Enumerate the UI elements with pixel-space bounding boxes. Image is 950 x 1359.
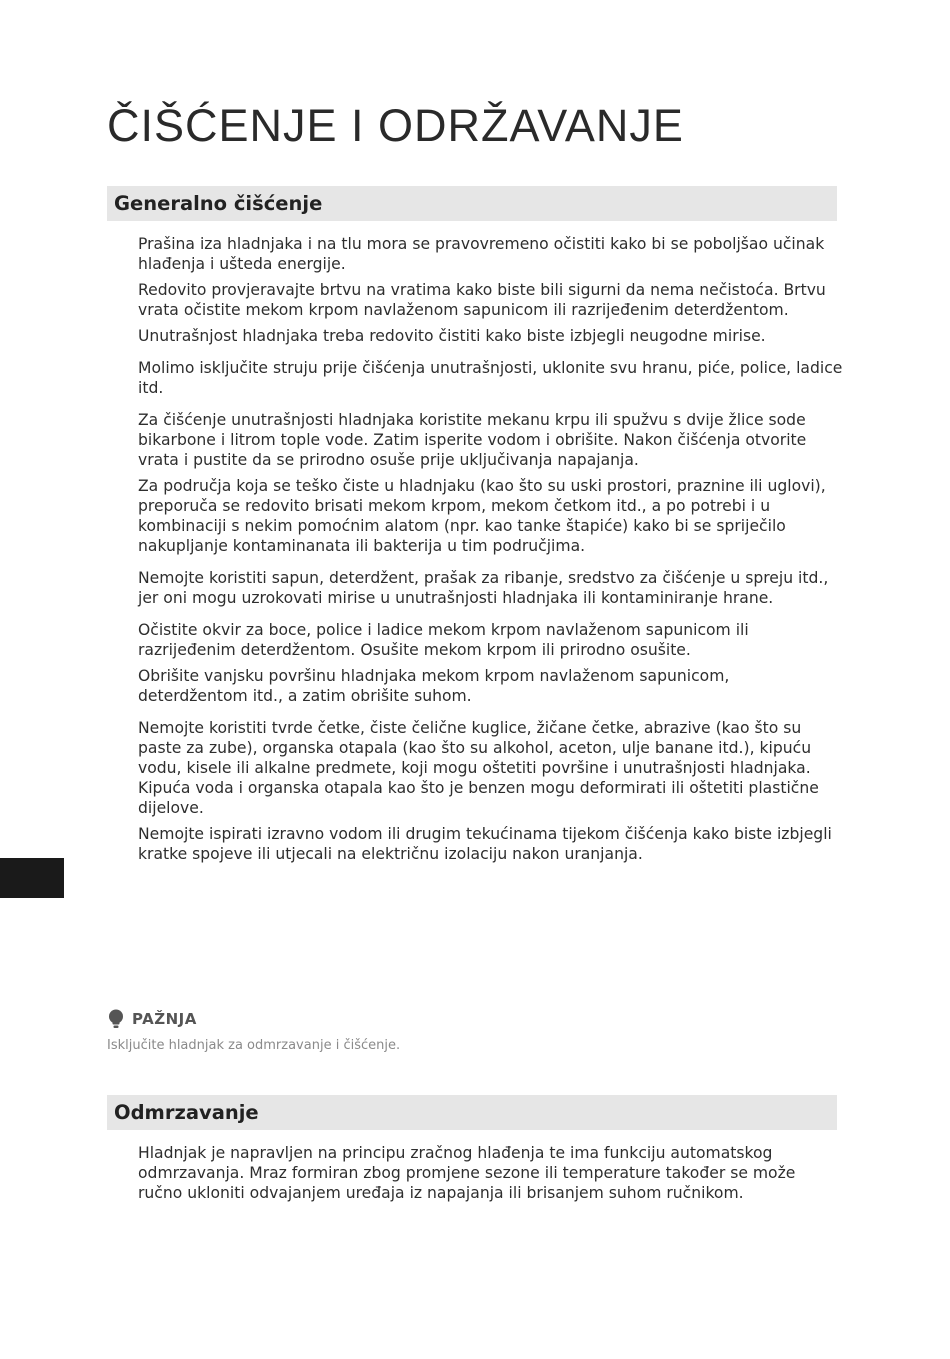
paragraph: Unutrašnjost hladnjaka treba redovito čistiti kako biste izbjegli neugodne mirise.: [138, 327, 766, 345]
paragraph: Nemojte koristiti tvrde četke, čiste čelične kuglice, žičane četke, abrazive (kao što su paste za zube), organska otapala (kao što su alkohol, aceton, ulje banane itd.), kipuću vodu, kisele ili alkalne predmete, koji mogu oštetiti površine i unutrašnjosti hladnjaka. Kipuća voda i organska otapala kao što je benzen mogu deformirati ili oštetiti plastične dijelove.: [138, 719, 819, 817]
paragraph: Za područja koja se teško čiste u hladnjaku (kao što su uski prostori, praznine ili uglovi), preporuča se redovito brisati mekom krpom, mekom četkom itd., a po potrebi i u kombinaciji s nekim pomoćnim alatom (npr. kao tanke štapiće) kako bi se spriječilo nakupljanje kontaminanata ili bakterija u tim područjima.: [138, 477, 826, 555]
paragraph: Redovito provjeravajte brtvu na vratima kako biste bili sigurni da nema nečistoća. Brtvu vrata očistite mekom krpom navlaženom sapunicom ili razrijeđenim deterdžentom.: [138, 281, 826, 319]
defrosting-body: [138, 1143, 843, 1203]
paragraph: Prašina iza hladnjaka i na tlu mora se pravovremeno očistiti kako bi se poboljšao učinak hlađenja i ušteda energije.: [138, 235, 825, 273]
general-cleaning-body: [138, 234, 843, 864]
section-heading-general-cleaning: Generalno čišćenje: [107, 186, 837, 221]
paragraph: Za čišćenje unutrašnjosti hladnjaka koristite mekanu krpu ili spužvu s dvije žlice sode bikarbone i litrom tople vode. Zatim isperite vodom i obrišite. Nakon čišćenja otvorite vrata i pustite da se prirodno osuše prije uključivanja napajanja.: [138, 411, 807, 469]
note-label: PAŽNJA: [132, 1010, 197, 1028]
side-tab-marker: [0, 858, 64, 898]
paragraph: Nemojte ispirati izravno vodom ili drugim tekućinama tijekom čišćenja kako biste izbjegli kratke spojeve ili utjecali na električnu izolaciju nakon uranjanja.: [138, 825, 832, 863]
paragraph: Očistite okvir za boce, police i ladice mekom krpom navlaženom sapunicom ili razrijeđenim deterdžentom. Osušite mekom krpom ili prirodno osušite.: [138, 621, 749, 659]
paragraph: Nemojte koristiti sapun, deterdžent, prašak za ribanje, sredstvo za čišćenje u spreju itd., jer oni mogu uzrokovati mirise u unutrašnjosti hladnjaka ili kontaminiranje hrane.: [138, 569, 829, 607]
paragraph: Obrišite vanjsku površinu hladnjaka mekom krpom navlaženom sapunicom, deterdžentom itd., a zatim obrišite suhom.: [138, 667, 730, 705]
section-heading-defrosting: Odmrzavanje: [107, 1095, 837, 1130]
lightbulb-icon: [107, 1009, 125, 1029]
note-text: Isključite hladnjak za odmrzavanje i čišćenje.: [107, 1038, 401, 1053]
paragraph: Hladnjak je napravljen na principu zračnog hlađenja te ima funkciju automatskog odmrzavanja. Mraz formiran zbog promjene sezone ili temperature također se može ručno ukloniti odvajanjem uređaja iz napajanja ili brisanjem suhom ručnikom.: [138, 1144, 796, 1202]
note-header: [107, 1009, 197, 1029]
page-title: ČIŠĆENJE I ODRŽAVANJE: [107, 100, 684, 151]
paragraph: Molimo isključite struju prije čišćenja unutrašnjosti, uklonite svu hranu, piće, police, ladice itd.: [138, 359, 843, 397]
